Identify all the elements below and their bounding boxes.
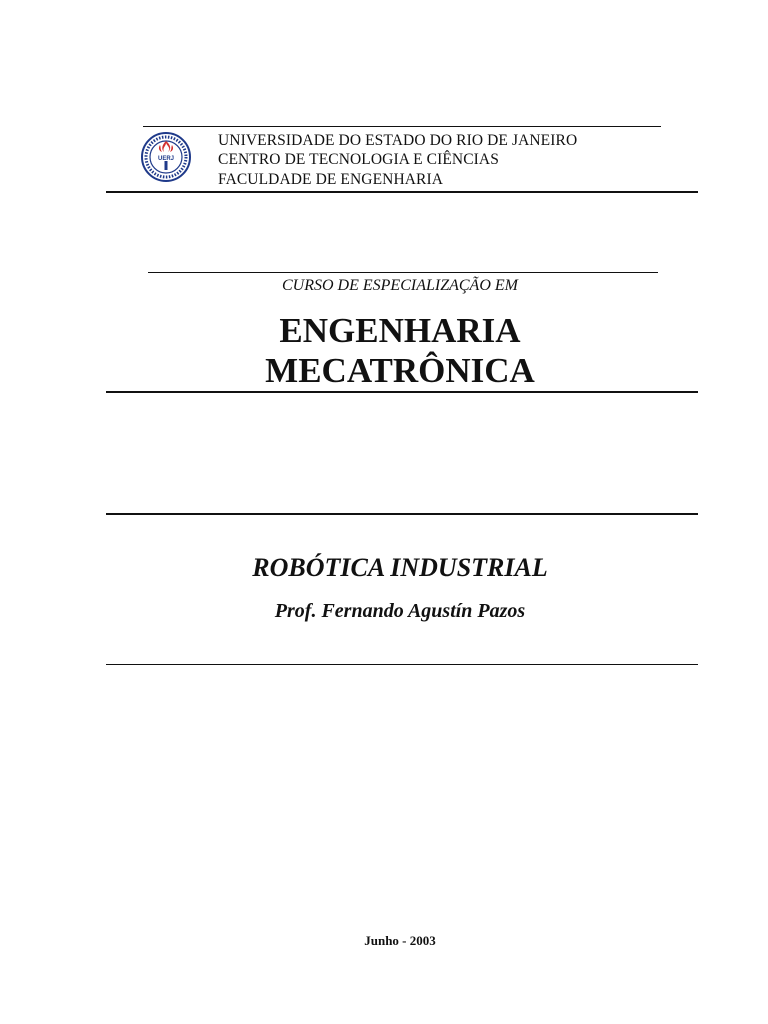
faculty-name: FACULDADE DE ENGENHARIA — [218, 171, 444, 188]
course-title-line2: MECATRÔNICA — [265, 351, 535, 390]
subject-bottom-rule — [106, 664, 698, 665]
professor-name: Prof. Fernando Agustín Pazos — [274, 600, 526, 622]
top-rule — [143, 126, 661, 127]
uerj-seal-icon — [140, 131, 192, 183]
course-label: CURSO DE ESPECIALIZAÇÃO EM — [282, 277, 518, 294]
course-title-line1: ENGENHARIA — [279, 311, 521, 350]
header-bottom-rule — [106, 191, 698, 193]
subject-title: ROBÓTICA INDUSTRIAL — [252, 553, 548, 582]
document-date: Junho - 2003 — [364, 933, 436, 948]
center-name: CENTRO DE TECNOLOGIA E CIÊNCIAS — [218, 151, 499, 168]
university-name: UNIVERSIDADE DO ESTADO DO RIO DE JANEIRO — [218, 132, 578, 149]
course-top-rule — [148, 272, 658, 273]
course-bottom-rule — [106, 391, 698, 393]
logo-text: UERJ — [157, 156, 175, 162]
subject-top-rule — [106, 513, 698, 515]
